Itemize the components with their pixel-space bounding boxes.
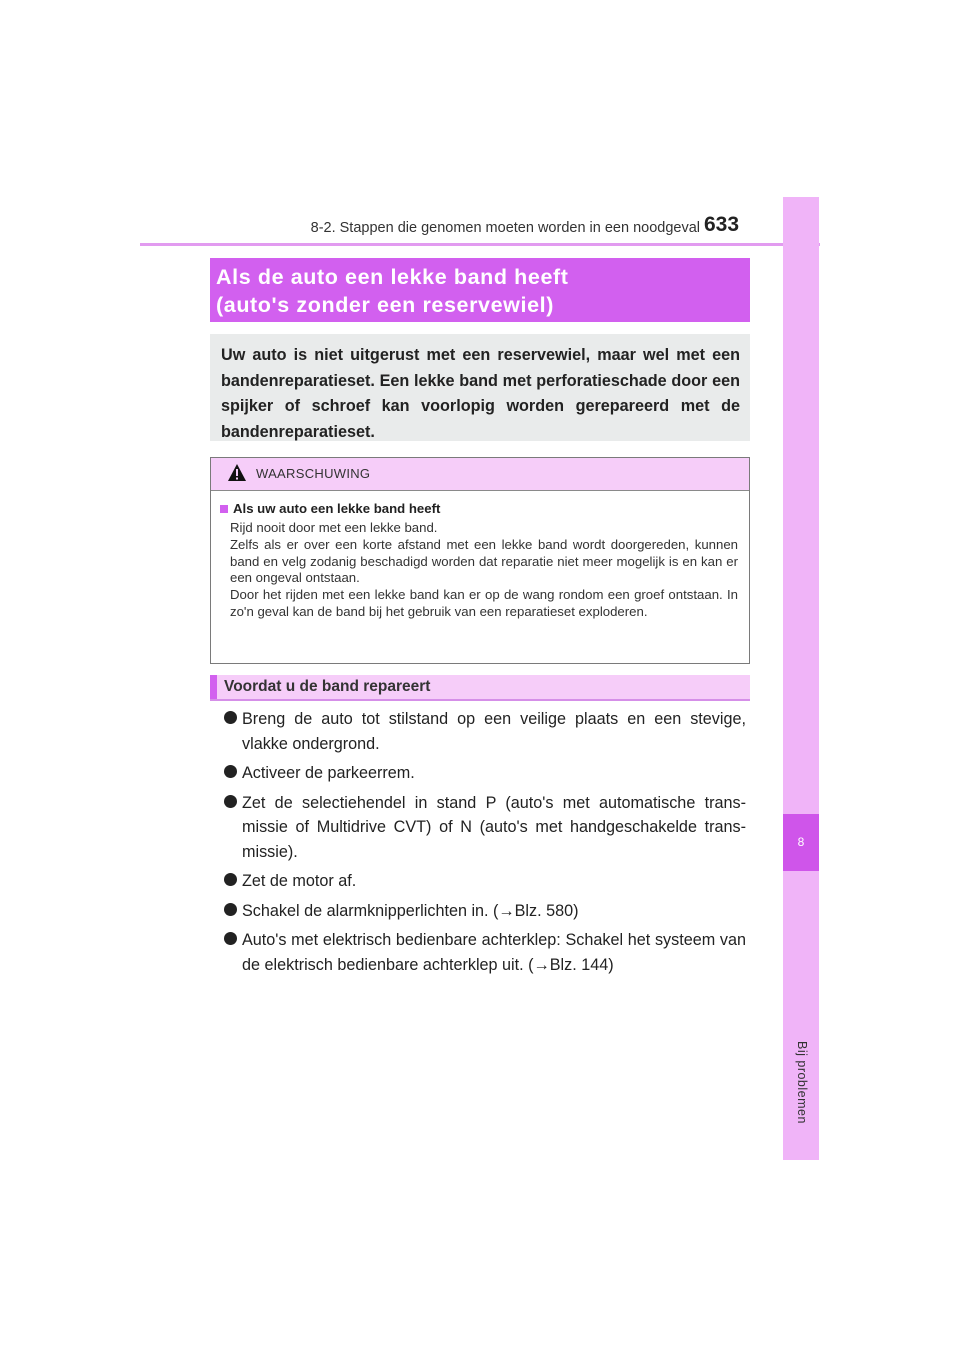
bullet-dot-icon [224, 903, 237, 916]
intro-paragraph: Uw auto is niet uitgerust met een reservewiel, maar wel met een bandenreparatieset. Een lekke band met perforatieschade door een spijker of schroef kan voorlopig worden gerepareerd met de bandenreparatieset. [210, 334, 750, 441]
list-item-text: Zet de selectiehendel in stand P (auto's met automatische trans-missie of Multidrive CVT) of N (auto's met handgeschakelde trans-missie). [242, 793, 746, 861]
warning-triangle-icon [227, 463, 247, 487]
header-rule [140, 243, 820, 246]
warning-paragraph: Door het rijden met een lekke band kan er op de wang rondom een groef ontstaan. In zo'n geval kan de band bij het gebruik van een reparatieset exploderen. [230, 587, 738, 619]
bullet-dot-icon [224, 765, 237, 778]
warning-paragraph: Rijd nooit door met een lekke band. [230, 520, 438, 535]
sub-heading-text: Voordat u de band repareert [224, 678, 431, 695]
bullet-list [210, 707, 746, 982]
sub-heading [210, 675, 750, 701]
list-item [210, 707, 746, 756]
warning-header [211, 458, 749, 491]
list-item [210, 928, 746, 977]
warning-text [230, 520, 738, 621]
list-item [210, 791, 746, 865]
list-item-text: Schakel de alarmknipperlichten in. (→Blz. 580) [242, 901, 579, 920]
chapter-side-tab [783, 197, 819, 1160]
warning-paragraph: Zelfs als er over een korte afstand met een lekke band wordt doorgereden, kunnen band en velg zodanig beschadigd worden dat reparatie niet meer mogelijk is en kan er een ongeval ontstaan. [230, 536, 738, 586]
bullet-dot-icon [224, 932, 237, 945]
warning-body [211, 491, 749, 621]
warning-box [210, 457, 750, 664]
bullet-dot-icon [224, 873, 237, 886]
list-item-text: Zet de motor af. [242, 872, 357, 890]
list-item-text: Auto's met elektrisch bedienbare achterklep: Schakel het systeem van de elektrisch bedienbare achterklep uit. (→Blz. 144) [242, 931, 746, 974]
list-item [210, 869, 746, 894]
list-item-text: Breng de auto tot stilstand op een veilige plaats en een stevige, vlakke ondergrond. [242, 710, 746, 753]
list-item [210, 899, 746, 924]
page-number: 633 [704, 213, 740, 236]
section-title: 8-2. Stappen die genomen moeten worden in een noodgeval [310, 220, 700, 236]
warning-label: WAARSCHUWING [256, 466, 371, 481]
sub-heading-bar [210, 675, 217, 699]
warning-subhead [220, 501, 738, 516]
chapter-label: Bij problemen [795, 1040, 809, 1124]
bullet-dot-icon [224, 795, 237, 808]
list-item-text: Activeer de parkeerrem. [242, 764, 415, 782]
page-title [210, 258, 750, 322]
bullet-dot-icon [224, 711, 237, 724]
page-title-line-1: Als de auto een lekke band heeft [216, 265, 569, 289]
square-bullet-icon [220, 505, 228, 513]
list-item [210, 761, 746, 786]
chapter-number: 8 [783, 814, 819, 871]
page-title-line-2: (auto's zonder een reservewiel) [216, 293, 554, 317]
warning-subhead-text: Als uw auto een lekke band heeft [233, 501, 441, 516]
